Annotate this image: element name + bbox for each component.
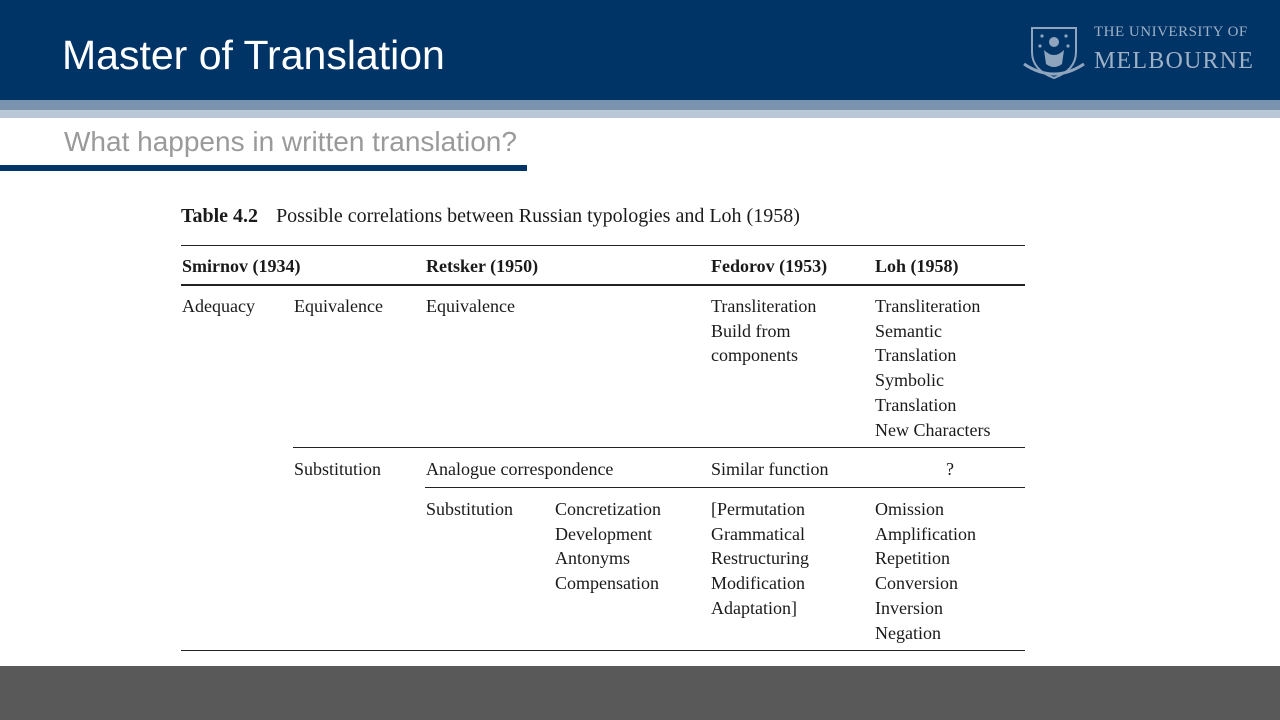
row2-rule (425, 487, 1025, 488)
header-rule (181, 284, 1025, 286)
slide-subtitle: What happens in written translation? (64, 126, 517, 157)
header-fedorov: Fedorov (1953) (711, 256, 828, 276)
table-top-rule (181, 245, 1025, 246)
cell-fedorov-r1-l2: Build from (711, 320, 791, 341)
table-label: Table 4.2 (181, 205, 259, 227)
cell-loh-r3-l5: Inversion (875, 597, 943, 618)
slide-title: Master of Translation (62, 32, 445, 78)
cell-retsker-sub-l3: Antonyms (555, 548, 631, 569)
table-caption (181, 205, 800, 228)
table-bottom-rule (181, 650, 1025, 651)
cell-loh-r1-l1: Transliteration (875, 296, 981, 316)
cell-loh-r1-l3: Translation (875, 345, 957, 366)
cell-fedorov-r1-l3: components (711, 345, 798, 366)
row1-rule (293, 447, 1025, 448)
table-caption-text: Possible correlations between Russian typologies and Loh (1958) (276, 205, 800, 227)
cell-retsker-sub-l4: Compensation (555, 573, 659, 594)
logo-line2: MELBOURNE (1094, 48, 1255, 74)
header-loh: Loh (1958) (875, 256, 959, 276)
cell-retsker-sub-l1: Concretization (555, 499, 661, 519)
header-retsker: Retsker (1950) (426, 256, 539, 276)
cell-smirnov-equivalence: Equivalence (294, 296, 383, 316)
header-smirnov: Smirnov (1934) (182, 256, 301, 276)
cell-fedorov-similar: Similar function (711, 459, 829, 479)
cell-retsker-sub-l2: Development (555, 523, 652, 544)
cell-retsker-analogue: Analogue correspondence (426, 459, 614, 479)
cell-smirnov-substitution: Substitution (294, 459, 382, 479)
cell-loh-r3-l2: Amplification (875, 523, 976, 544)
footer-bar (0, 666, 1280, 720)
cell-loh-r3-l1: Omission (875, 499, 945, 519)
cell-fedorov-r1-l1: Transliteration (711, 296, 817, 316)
cell-loh-r3-l3: Repetition (875, 548, 950, 569)
cell-fedorov-r3-l5: Adaptation] (711, 597, 797, 618)
cell-retsker-substitution: Substitution (426, 499, 514, 519)
cell-loh-r1-l6: New Characters (875, 419, 991, 440)
cell-loh-r3-l4: Conversion (875, 573, 958, 594)
cell-loh-question: ? (946, 459, 954, 479)
cell-loh-r1-l2: Semantic (875, 320, 942, 341)
cell-fedorov-r3-l3: Restructuring (711, 548, 809, 569)
cell-loh-r1-l4: Symbolic (875, 370, 945, 391)
logo-line1: THE UNIVERSITY OF (1094, 24, 1248, 40)
cell-loh-r1-l5: Translation (875, 394, 957, 415)
cell-fedorov-r3-l1: [Permutation (711, 499, 805, 519)
cell-fedorov-r3-l2: Grammatical (711, 523, 805, 544)
cell-fedorov-r3-l4: Modification (711, 573, 805, 594)
cell-retsker-equivalence: Equivalence (426, 296, 515, 316)
cell-smirnov-adequacy: Adequacy (182, 296, 255, 316)
cell-loh-r3-l6: Negation (875, 622, 941, 643)
